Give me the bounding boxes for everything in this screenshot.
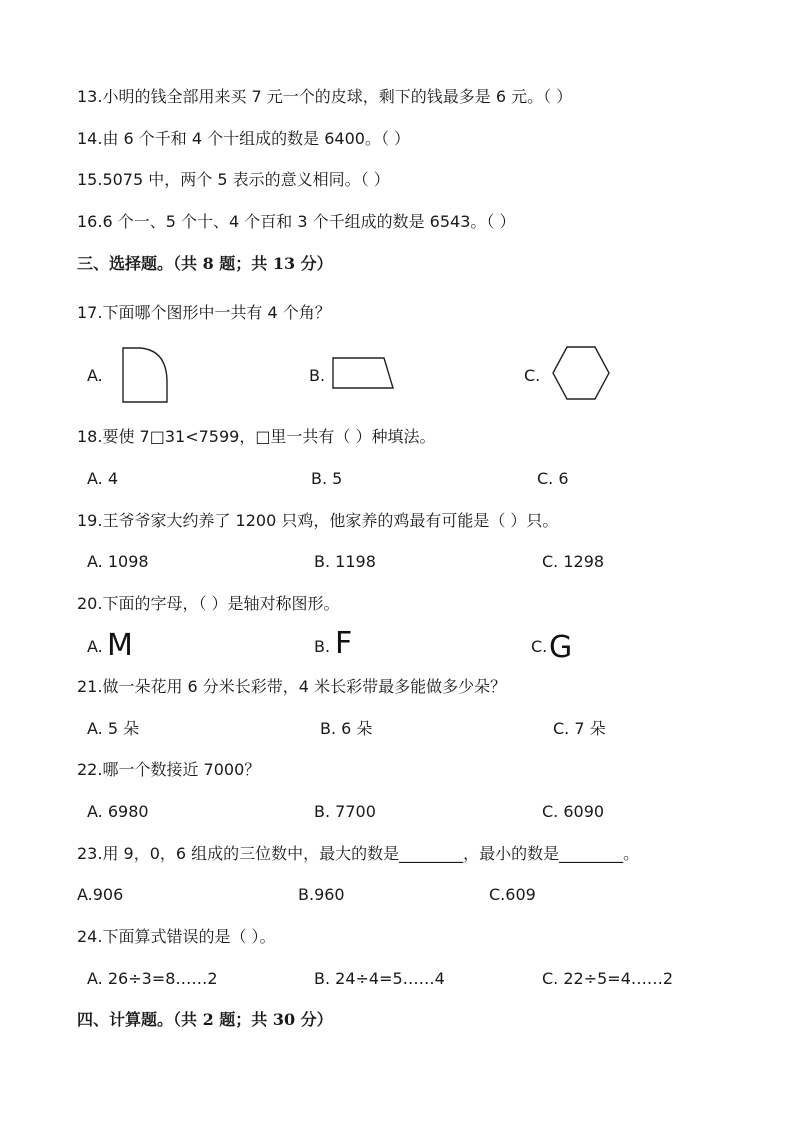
q17-option-b-label: B. (309, 366, 326, 385)
q18-option-a: A. 4 (87, 469, 119, 488)
q19-option-a: A. 1098 (87, 552, 149, 571)
question-16: 16.6 个一、5 个十、4 个百和 3 个千组成的数是 6543。（ ） (77, 212, 516, 231)
q18-option-c: C. 6 (537, 469, 569, 488)
q23-option-b: B.960 (298, 885, 345, 904)
question-18: 18.要使 7□31<7599，□里一共有（ ）种填法。 (77, 427, 436, 446)
question-13: 13.小明的钱全部用来买 7 元一个的皮球，剩下的钱最多是 6 元。（ ） (77, 87, 573, 106)
question-24: 24.下面算式错误的是（ ）。 (77, 927, 276, 946)
q23-option-a: A.906 (77, 885, 124, 904)
q23-option-c: C.609 (489, 885, 536, 904)
q22-option-c: C. 6090 (542, 802, 605, 821)
q19-option-c: C. 1298 (542, 552, 605, 571)
q21-option-b: B. 6 朵 (320, 719, 373, 738)
question-19: 19.王爷爷家大约养了 1200 只鸡，他家养的鸡最有可能是（ ）只。 (77, 511, 559, 530)
q17-rounded-quad-figure (120, 346, 170, 404)
q20-letter-m: M (107, 628, 133, 663)
section-3-title: 三、选择题。（共 8 题；共 13 分） (77, 254, 333, 273)
q20-letter-f: F (335, 626, 353, 661)
q24-option-c: C. 22÷5=4……2 (542, 969, 674, 988)
question-15: 15.5075 中，两个 5 表示的意义相同。（ ） (77, 170, 390, 189)
question-21: 21.做一朵花用 6 分米长彩带，4 米长彩带最多能做多少朵？ (77, 677, 507, 696)
q17-hexagon-figure (551, 345, 611, 401)
q19-option-b: B. 1198 (314, 552, 376, 571)
q24-option-a: A. 26÷3=8……2 (87, 969, 218, 988)
q22-option-b: B. 7700 (314, 802, 376, 821)
q24-option-b: B. 24÷4=5……4 (314, 969, 445, 988)
q18-option-b: B. 5 (311, 469, 343, 488)
section-4-title: 四、计算题。（共 2 题；共 30 分） (77, 1010, 333, 1029)
q17-option-a-label: A. (87, 366, 103, 385)
q21-option-c: C. 7 朵 (553, 719, 606, 738)
q20-option-b-label: B. (314, 637, 331, 656)
q17-trapezoid-figure (330, 356, 396, 390)
question-17: 17.下面哪个图形中一共有 4 个角？ (77, 303, 331, 322)
q17-option-c-label: C. (524, 366, 541, 385)
question-22: 22.哪一个数接近 7000？ (77, 760, 261, 779)
question-14: 14.由 6 个千和 4 个十组成的数是 6400。（ ） (77, 129, 411, 148)
question-23: 23.用 9，0，6 组成的三位数中，最大的数是________，最小的数是________。 (77, 844, 640, 863)
q20-option-c-label: C. (531, 637, 548, 656)
q20-option-a-label: A. (87, 637, 103, 656)
q20-letter-g: G (549, 630, 573, 665)
q21-option-a: A. 5 朵 (87, 719, 140, 738)
q22-option-a: A. 6980 (87, 802, 149, 821)
question-20: 20.下面的字母，（ ）是轴对称图形。 (77, 594, 340, 613)
